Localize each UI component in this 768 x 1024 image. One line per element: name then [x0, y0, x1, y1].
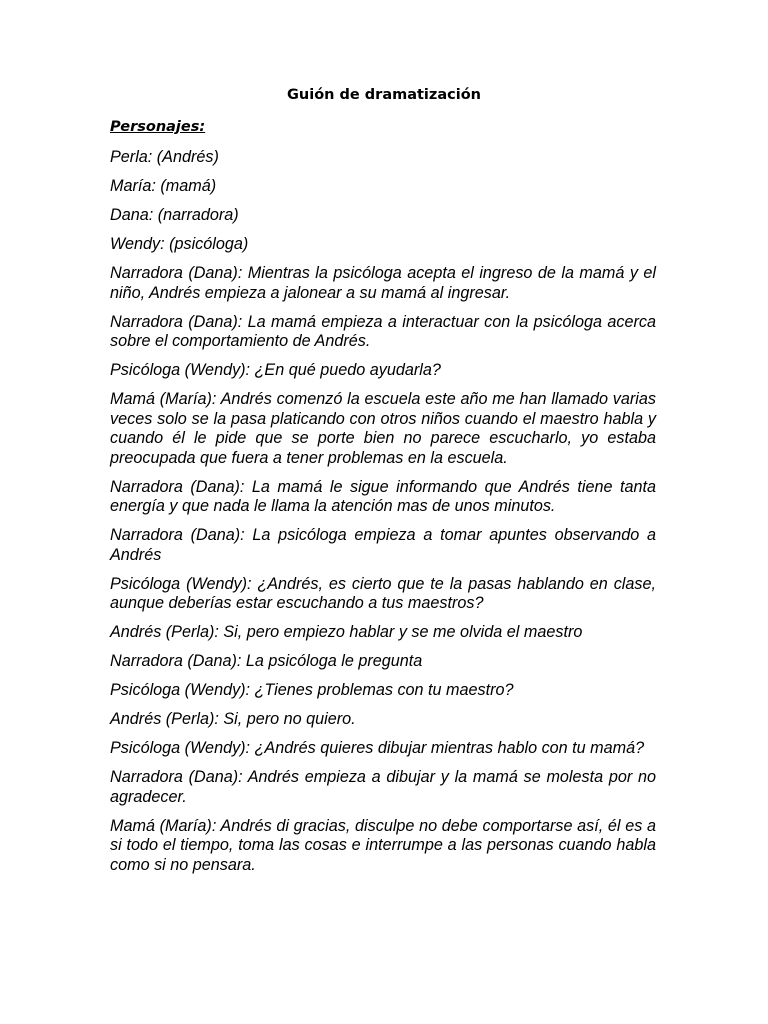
dialogue-paragraph: Psicóloga (Wendy): ¿Tienes problemas con tu maestro? [110, 681, 514, 699]
dialogue-paragraph: Psicóloga (Wendy): ¿Andrés, es cierto que te la pasas hablando en clase, aunque deberías estar escuchando a tus maestros? [110, 574, 656, 612]
script-body [110, 148, 656, 885]
character-line-perla: Perla: (Andrés) [110, 148, 219, 166]
character-line-dana: Dana: (narradora) [110, 206, 239, 224]
character-line-wendy: Wendy: (psicóloga) [110, 235, 249, 253]
dialogue-paragraph: Narradora (Dana): La psicóloga le pregunta [110, 652, 423, 670]
document-title: Guión de dramatización [287, 87, 481, 103]
dialogue-paragraph: Narradora (Dana): Mientras la psicóloga acepta el ingreso de la mamá y el niño, Andrés empieza a jalonear a su mamá al ingresar. [110, 264, 656, 302]
dialogue-paragraph: Mamá (María): Andrés comenzó la escuela este año me han llamado varias veces solo se la pasa platicando con otros niños cuando el maestro habla y cuando él le pide que se porte bien no parece escucharlo, yo estaba preocupada que fuera a tener problemas en la escuela. [110, 390, 656, 467]
dialogue-paragraph: Mamá (María): Andrés di gracias, disculpe no debe comportarse así, él es a si todo el tiempo, toma las cosas e interrumpe a las personas cuando habla como si no pensara. [110, 816, 656, 874]
dialogue-paragraph: Psicóloga (Wendy): ¿En qué puedo ayudarla? [110, 361, 441, 379]
dialogue-paragraph: Narradora (Dana): Andrés empieza a dibujar y la mamá se molesta por no agradecer. [110, 768, 656, 806]
dialogue-paragraph: Andrés (Perla): Si, pero empiezo hablar y se me olvida el maestro [110, 623, 583, 641]
dialogue-paragraph: Narradora (Dana): La psicóloga empieza a tomar apuntes observando a Andrés [110, 526, 656, 564]
characters-heading: Personajes: [110, 119, 206, 135]
character-line-maria: María: (mamá) [110, 177, 217, 195]
dialogue-paragraph: Narradora (Dana): La mamá empieza a interactuar con la psicóloga acerca sobre el comportamiento de Andrés. [110, 312, 656, 350]
dialogue-paragraph: Andrés (Perla): Si, pero no quiero. [110, 710, 356, 728]
dialogue-paragraph: Psicóloga (Wendy): ¿Andrés quieres dibujar mientras hablo con tu mamá? [110, 739, 645, 757]
dialogue-paragraph: Narradora (Dana): La mamá le sigue informando que Andrés tiene tanta energía y que nada le llama la atención mas de unos minutos. [110, 477, 656, 515]
